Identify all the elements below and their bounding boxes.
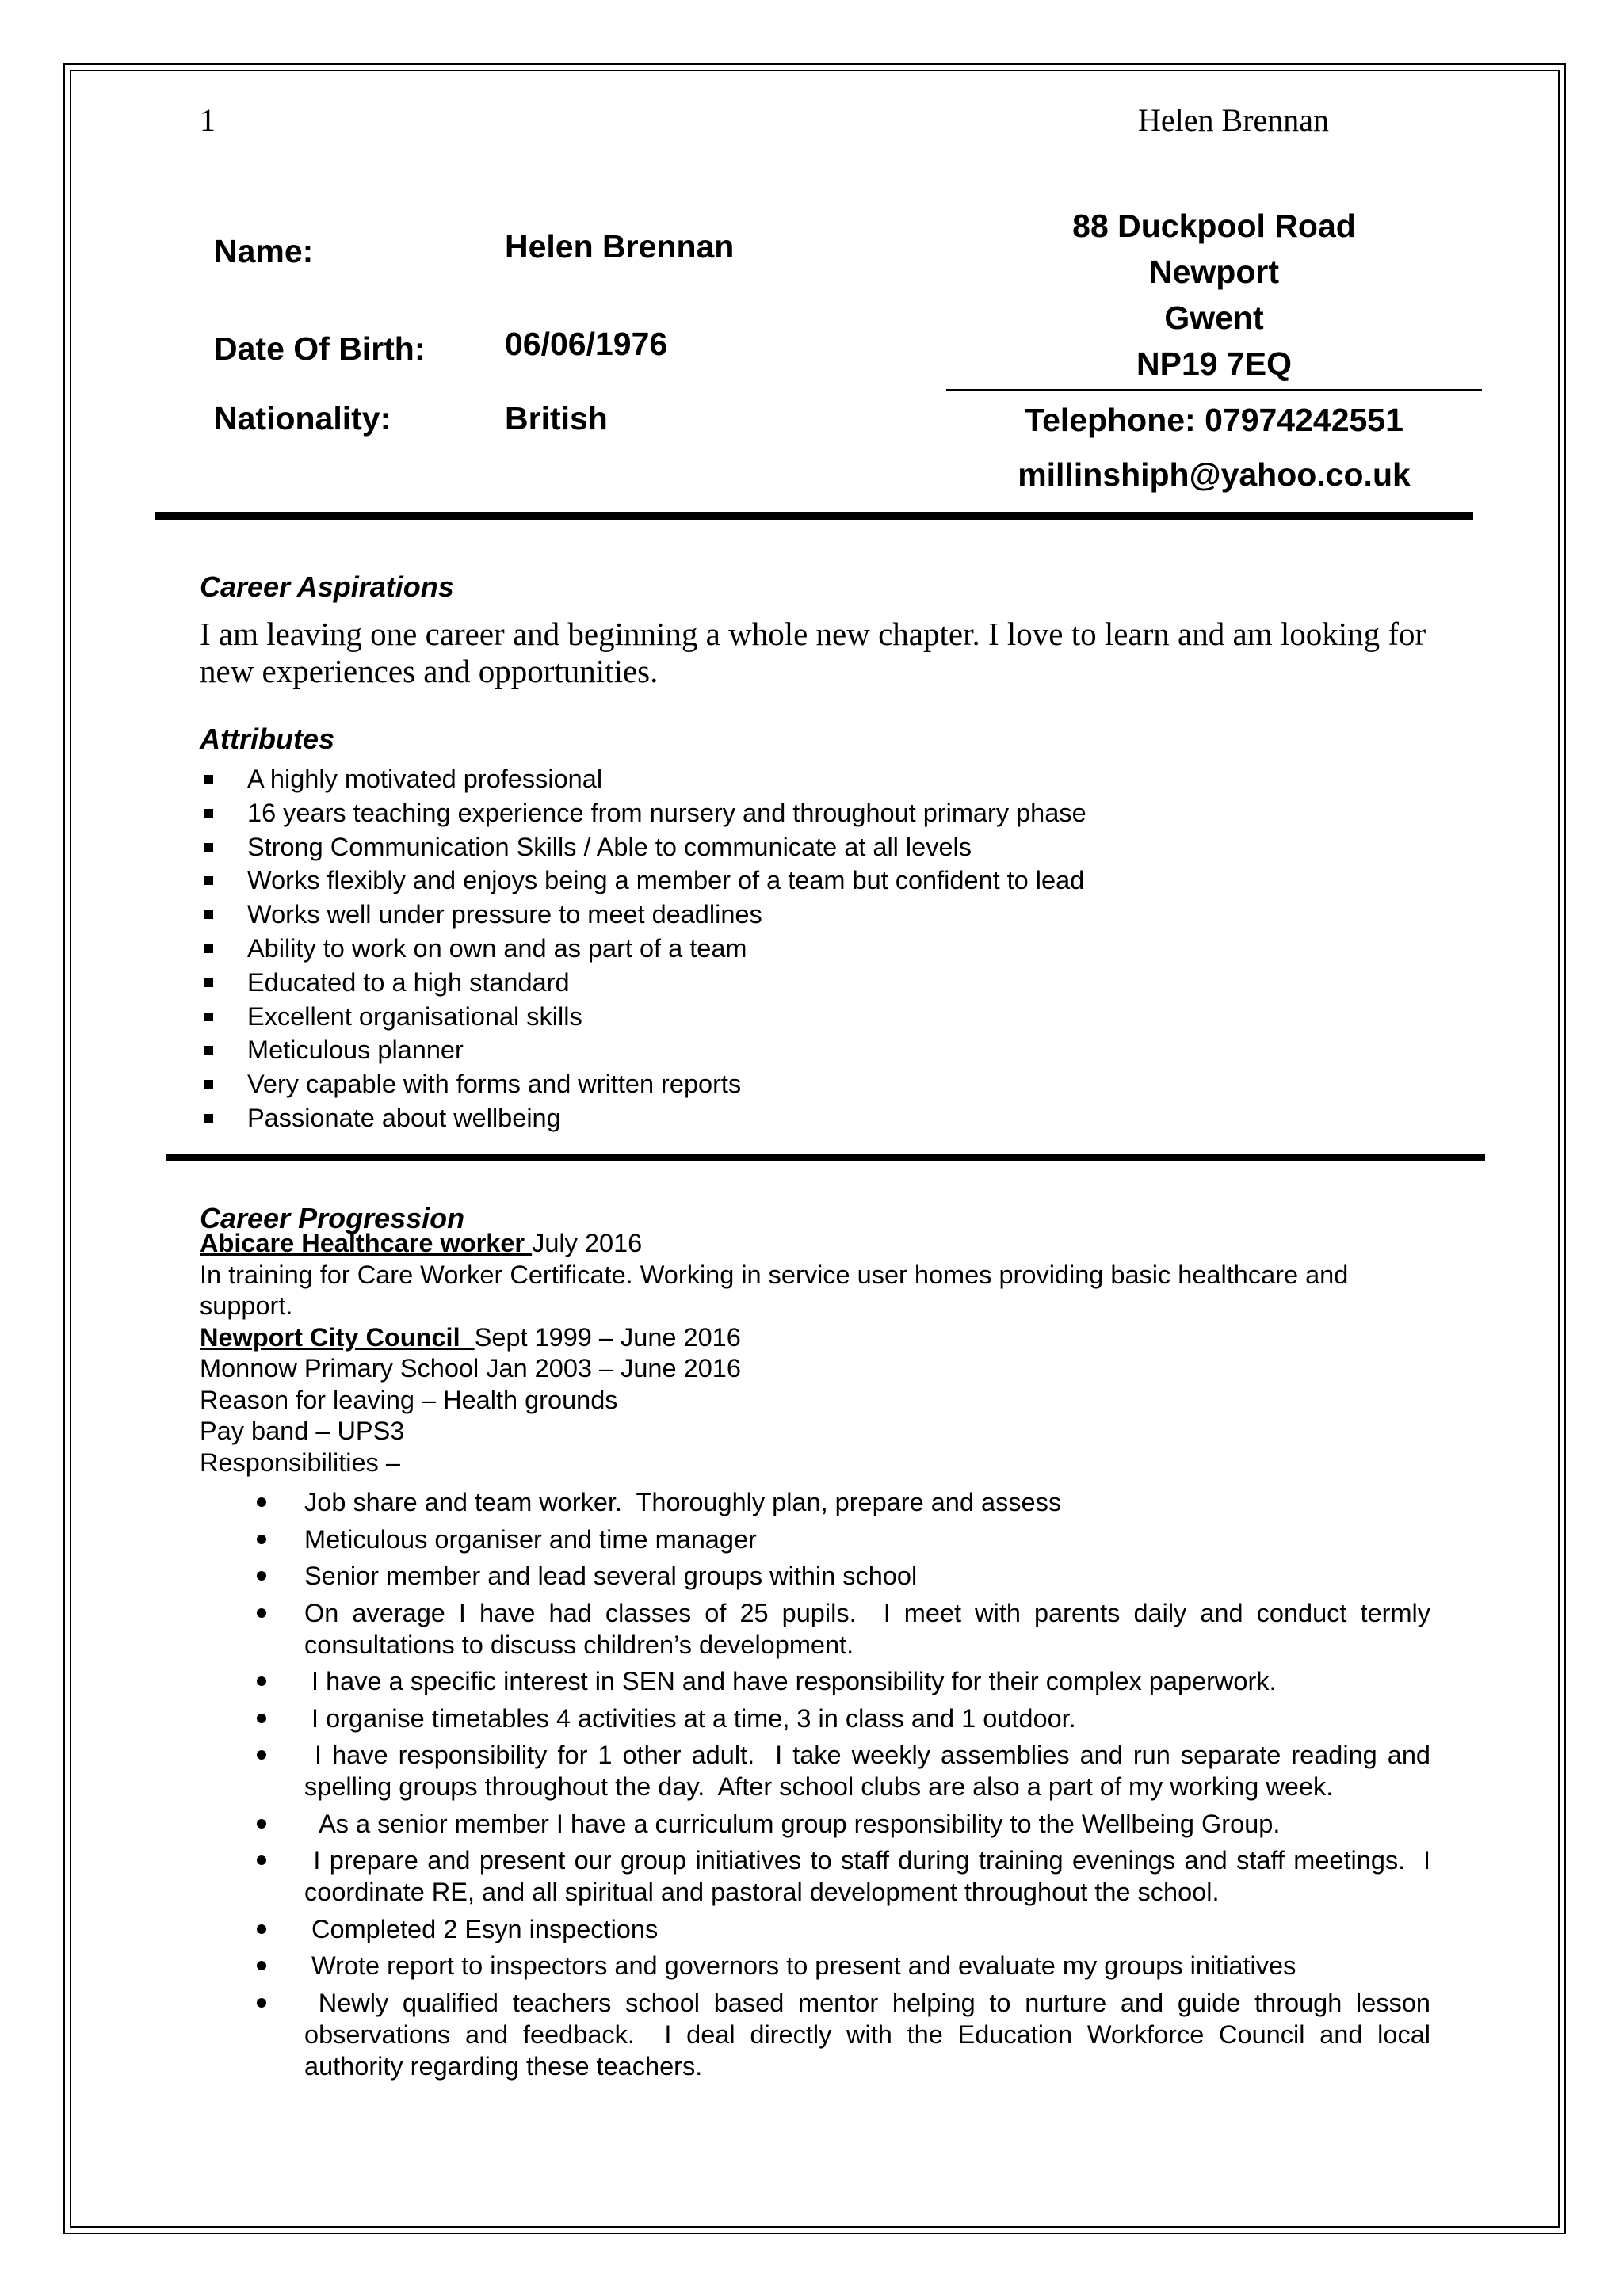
dob-value: 06/06/1976 [505,326,668,362]
running-header-name: Helen Brennan [1138,102,1330,138]
payband-line: Pay band – UPS3 [200,1417,405,1445]
bullet-dot-icon [257,1571,266,1581]
telephone: Telephone: 07974242551 [1025,402,1403,438]
nationality-value: British [505,400,608,437]
attribute-item: Ability to work on own and as part of a team [200,932,1086,966]
bullet-square-icon [204,809,213,818]
responsibility-item: I have a specific interest in SEN and have responsibility for their complex paperwork. [250,1665,1430,1697]
header-divider [155,512,1473,520]
bullet-dot-icon [257,1714,266,1723]
address-line-2: Newport [1149,254,1279,290]
bullet-square-icon [204,1114,213,1123]
bullet-square-icon [204,910,213,919]
responsibility-item: Job share and team worker. Thoroughly plan, prepare and assess [250,1486,1430,1518]
responsibility-item: I have responsibility for 1 other adult. I take weekly assemblies and run separate reading and spelling groups throughout the day. After school clubs are also a part of my working week. [250,1739,1430,1802]
aspirations-text: I am leaving one career and beginning a whole new chapter. I love to learn and am looking for new experiences and opportunities. [200,616,1426,689]
attribute-item: Meticulous planner [200,1033,1086,1067]
bullet-square-icon [204,1013,213,1021]
aspirations-heading: Career Aspirations [200,570,454,603]
attribute-item: Educated to a high standard [200,966,1086,1000]
progression-block [200,1228,1430,1478]
responsibility-item: Meticulous organiser and time manager [250,1524,1430,1555]
attribute-item: Works well under pressure to meet deadlines [200,898,1086,932]
bullet-dot-icon [257,1535,266,1544]
attributes-heading: Attributes [200,723,334,755]
bullet-square-icon [204,944,213,953]
attribute-item: A highly motivated professional [200,762,1086,796]
responsibility-item: Newly qualified teachers school based mentor helping to nurture and guide through lesson observations and feedback. I deal directly with the Education Workforce Council and local authority regarding these teachers. [250,1987,1430,2082]
page-number: 1 [200,102,216,138]
bullet-dot-icon [257,1819,266,1829]
job1-date: July 2016 [532,1229,643,1257]
bullet-square-icon [204,1046,213,1055]
job1-employer: Abicare Healthcare worker [200,1229,533,1257]
nationality-label: Nationality: [214,400,391,437]
bullet-square-icon [204,843,213,852]
progression-heading: Career Progression [200,1202,465,1234]
responsibility-item: As a senior member I have a curriculum group responsibility to the Wellbeing Group. [250,1808,1430,1840]
responsibility-item: On average I have had classes of 25 pupils. I meet with parents daily and conduct termly consultations to discuss children’s development. [250,1597,1430,1661]
job1-description: In training for Care Worker Certificate. Working in service user homes providing basic healthcare and support. [200,1260,1349,1320]
responsibility-item: Completed 2 Esyn inspections [250,1913,1430,1945]
reason-line: Reason for leaving – Health grounds [200,1385,618,1414]
responsibility-item: Wrote report to inspectors and governors to present and evaluate my groups initiatives [250,1950,1430,1981]
school-line: Monnow Primary School Jan 2003 – June 2016 [200,1354,741,1383]
attribute-item: 16 years teaching experience from nursery and throughout primary phase [200,796,1086,830]
bullet-dot-icon [257,1750,266,1760]
bullet-dot-icon [257,1924,266,1934]
attribute-item: Excellent organisational skills [200,1000,1086,1034]
bullet-square-icon [204,978,213,987]
job2-line [200,1322,1430,1354]
bullet-dot-icon [257,1855,266,1865]
bullet-square-icon [204,1080,213,1089]
dob-label: Date Of Birth: [214,330,426,367]
address-line-3: Gwent [1164,299,1264,336]
bullet-square-icon [204,876,213,885]
attribute-item: Very capable with forms and written reports [200,1067,1086,1101]
responsibilities-list [250,1486,1438,2087]
attribute-item: Strong Communication Skills / Able to communicate at all levels [200,830,1086,864]
bullet-dot-icon [257,1998,266,2008]
responsibility-item: I prepare and present our group initiatives to staff during training evenings and staff meetings. I coordinate RE, and all spiritual and pastoral development throughout the school. [250,1844,1430,1908]
attribute-item: Works flexibly and enjoys being a member of a team but confident to lead [200,864,1086,898]
name-label: Name: [214,233,314,269]
job2-employer: Newport City Council [200,1322,475,1352]
name-value: Helen Brennan [505,228,735,265]
bullet-square-icon [204,775,213,784]
job2-date: Sept 1999 – June 2016 [474,1322,741,1352]
bullet-dot-icon [257,1497,266,1507]
responsibilities-heading: Responsibilities – [200,1447,400,1477]
attributes-list [200,762,1086,1135]
job1-line [200,1228,1430,1260]
address-line-1: 88 Duckpool Road [1072,208,1356,244]
attributes-divider [166,1154,1485,1161]
attribute-item: Passionate about wellbeing [200,1101,1086,1135]
address-divider [946,389,1482,391]
bullet-dot-icon [257,1608,266,1618]
address-line-4: NP19 7EQ [1136,345,1292,382]
responsibility-item: Senior member and lead several groups within school [250,1560,1430,1592]
bullet-dot-icon [257,1961,266,1970]
address-block [946,203,1482,387]
email: millinshiph@yahoo.co.uk [1018,456,1411,493]
responsibility-item: I organise timetables 4 activities at a time, 3 in class and 1 outdoor. [250,1703,1430,1734]
bullet-dot-icon [257,1676,266,1686]
